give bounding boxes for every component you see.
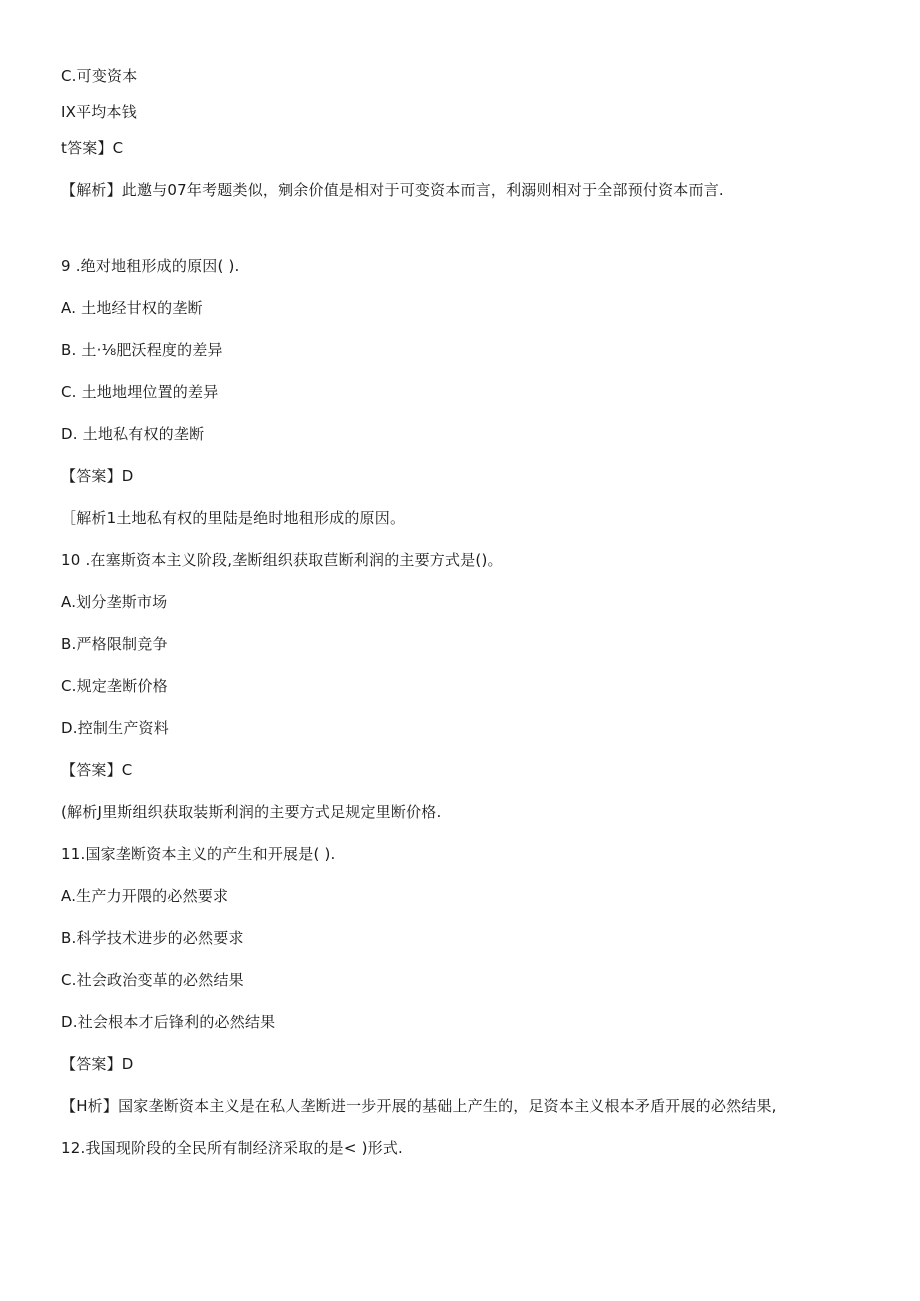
question-10-answer: 【答案】C bbox=[61, 761, 133, 779]
analysis-text: 【解析】此邀与07年考题类似，剜余价值是相对于可变资本而言，利溺则相对于全部预付资本而言. bbox=[61, 181, 724, 199]
question-11-analysis: 【H析】国家垄断资本主义是在私人垄断进一步开展的基础上产生的，足资本主义根本矛盾开展的必然结果, bbox=[61, 1097, 777, 1115]
question-9: 9 .绝对地租形成的原因( ). bbox=[61, 257, 240, 275]
option-c-variable-capital: C.可变资本 bbox=[61, 67, 138, 85]
question-9-answer: 【答案】D bbox=[61, 467, 134, 485]
question-11-option-a: A.生产力开隈的必然要求 bbox=[61, 887, 229, 905]
question-9-option-d: D. 土地私有权的垄断 bbox=[61, 425, 205, 443]
question-9-option-b: B. 土·⅛肥沃程度的差异 bbox=[61, 341, 223, 359]
question-11: 11.国家垄断资本主义的产生和开展是( ). bbox=[61, 845, 336, 863]
question-10-option-c: C.规定垄断价格 bbox=[61, 677, 168, 695]
question-9-option-a: A. 土地经甘权的垄断 bbox=[61, 299, 203, 317]
question-11-option-b: B.科学技术进步的必然要求 bbox=[61, 929, 244, 947]
question-12: 12.我国现阶段的全民所有制经济采取的是< )形式. bbox=[61, 1139, 404, 1157]
question-11-answer: 【答案】D bbox=[61, 1055, 134, 1073]
question-10-analysis: (解析J里斯组织获取装斯利润的主要方式足规定里断价格. bbox=[61, 803, 442, 821]
question-10-option-a: A.划分垄斯市场 bbox=[61, 593, 168, 611]
question-11-option-c: C.社会政治变革的必然结果 bbox=[61, 971, 244, 989]
answer-label: t答案】C bbox=[61, 139, 124, 157]
option-d-average-cost: IX平均本钱 bbox=[61, 103, 137, 121]
question-9-option-c: C. 土地地埋位置的差异 bbox=[61, 383, 219, 401]
question-11-option-d: D.社会根本才后锋利的必然结果 bbox=[61, 1013, 276, 1031]
question-9-analysis: ［解析1土地私有权的里陆是绝时地租形成的原因。 bbox=[61, 509, 406, 527]
question-10-option-d: D.控制生产资料 bbox=[61, 719, 169, 737]
question-10-option-b: B.严格限制竞争 bbox=[61, 635, 168, 653]
question-10: 10 .在塞斯资本主义阶段,垄断组织获取苣断利润的主要方式是()。 bbox=[61, 551, 503, 569]
